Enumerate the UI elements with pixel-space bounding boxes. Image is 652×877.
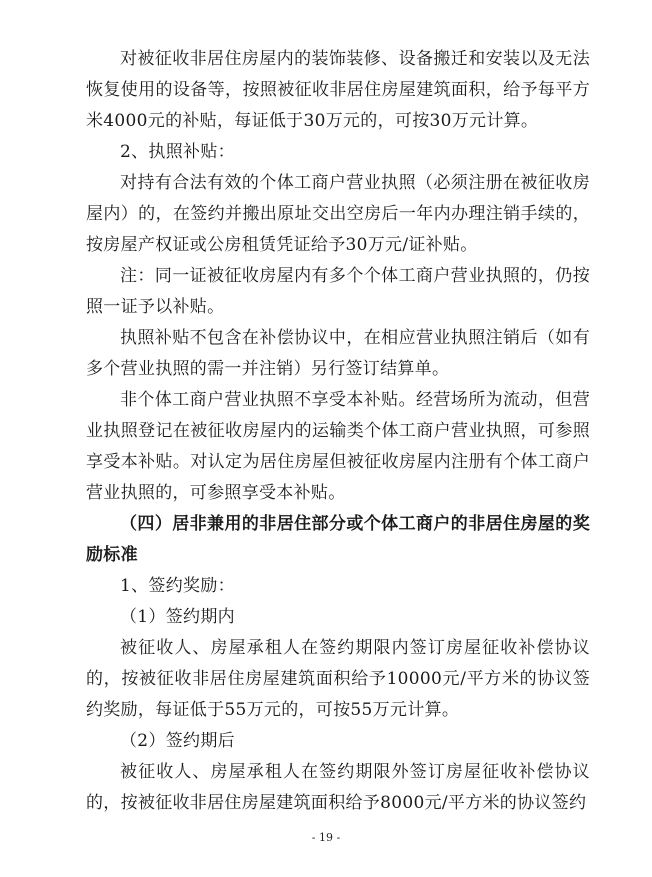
heading-signing-reward: 1、签约奖励：: [120, 576, 235, 596]
paragraph-license-settlement: 执照补贴不包含在补偿协议中，在相应营业执照注销后（如有多个营业执照的需一并注销）另行签订结算单。: [86, 328, 590, 379]
paragraph-decoration-subsidy: 对被征收非居住房屋内的装饰装修、设备搬迁和安装以及无法恢复使用的设备等，按照被征收非居住房屋建筑面积，给予每平方米4000元的补贴，每证低于30万元的，可按30万元计算。: [86, 49, 590, 131]
subheading-after-signing-period: （2）签约期后: [120, 731, 235, 751]
paragraph-after-period-reward: 被征收人、房屋承租人在签约期限外签订房屋征收补偿协议的，按被征收非居住房屋建筑面积给予8000元/平方米的协议签约: [86, 762, 590, 813]
paragraph-non-individual-license: 非个体工商户营业执照不享受本补贴。经营场所为流动，但营业执照登记在被征收房屋内的运输类个体工商户营业执照，可参照享受本补贴。对认定为居住房屋但被征收房屋内注册有个体工商户营业执照的，可参照享受本补贴。: [86, 390, 590, 503]
paragraph-license-holders: 对持有合法有效的个体工商户营业执照（必须注册在被征收房屋内）的，在签约并搬出原址交出空房后一年内办理注销手续的，按房屋产权证或公房租赁凭证给予30万元/证补贴。: [86, 173, 590, 255]
paragraph-within-period-reward: 被征收人、房屋承租人在签约期限内签订房屋征收补偿协议的，按被征收非居住房屋建筑面积给予10000元/平方米的协议签约奖励，每证低于55万元的，可按55万元计算。: [86, 638, 590, 720]
paragraph-note-same-certificate: 注：同一证被征收房屋内有多个个体工商户营业执照的，仍按照一证予以补贴。: [86, 266, 590, 317]
subheading-within-signing-period: （1）签约期内: [120, 607, 235, 627]
document-body: [86, 44, 590, 819]
heading-license-subsidy: 2、执照补贴：: [120, 142, 235, 162]
page-number: - 19 -: [311, 831, 341, 844]
section-heading-mixed-use-reward: （四）居非兼用的非居住部分或个体工商户的非居住房屋的奖励标准: [86, 514, 590, 565]
